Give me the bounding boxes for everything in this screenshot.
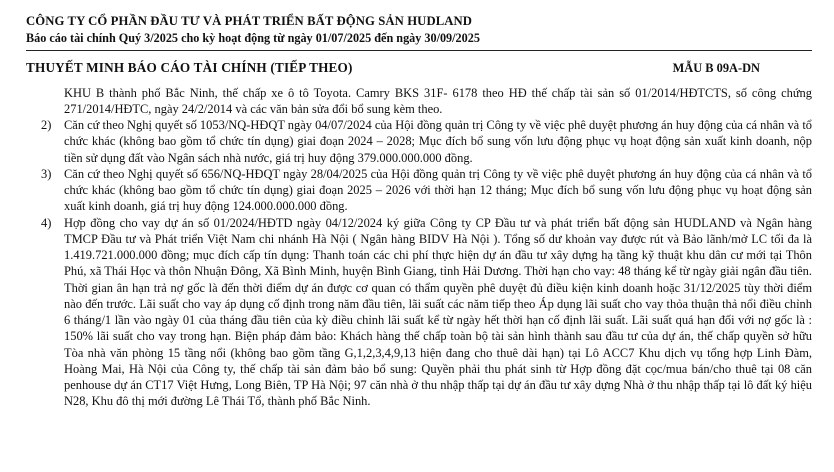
letterhead <box>26 14 812 51</box>
clause-item <box>41 215 812 410</box>
form-code-label: MẪU B 09A-DN <box>672 60 760 75</box>
lead-paragraph: KHU B thành phố Bắc Ninh, thế chấp xe ô tô Toyota. Camry BKS 31F- 6178 theo HĐ thế chấp tài sản số 01/2014/HĐTCTS, số công chứng 271/2014/HĐTC, ngày 24/2/2014 và các văn bản sửa đổi bổ sung kèm theo. <box>64 85 812 116</box>
report-period-subtitle: Báo cáo tài chính Quý 3/2025 cho kỳ hoạt động từ ngày 01/07/2025 đến ngày 30/09/2025 <box>26 30 480 45</box>
clause-text: Hợp đồng cho vay dự án số 01/2024/HĐTD ngày 04/12/2024 ký giữa Công ty CP Đầu tư và phát triển bất động sản HUDLAND và Ngân hàng TMCP Đầu tư và Phát triển Việt Nam chi nhánh Hà Nội ( Ngân hàng BIDV Hà Nội ). Tổng số dư khoản vay được rút và Bảo lãnh/mở LC tối đa là 1.419.721.000.000 đồng; mục đích cấp tín dụng: Thanh toán các chi phí thực hiện dự án đầu tư xây dựng hạ tầng kỹ thuật khu dân cư mới tại Thôn Phú, xã Thái Học và thôn Nhuận Đông, Xã Bình Minh, huyện Bình Giang, tỉnh Hải Dương. Thời hạn cho vay: 48 tháng kể từ ngày giải ngân đầu tiên. Thời gian ân hạn trả nợ gốc là đến thời điểm dự án được cơ quan có thẩm quyền phê duyệt đủ điều kiện kinh doanh hoặc 31/12/2025 tùy thời điểm nào đến trước. Lãi suất cho vay áp dụng cố định trong năm đầu tiên, lãi suất các năm tiếp theo Áp dụng lãi suất cho vay thỏa thuận thả nổi điều chỉnh 6 tháng/1 lần vào ngày 01 của tháng đầu tiên của kỳ điều chỉnh lãi suất kể từ ngày hết thời hạn cố định lãi suất. Lãi suất quá hạn đối với nợ gốc là : 150% lãi suất cho vay trong hạn. Biện pháp đảm bảo: Khách hàng thế chấp toàn bộ tài sản hình thành sau đầu tư của dự án, thế chấp quyền sở hữu Tòa nhà văn phòng 15 tầng nổi (không bao gồm tầng G,1,2,3,4,9,13 hiện đang cho thuê dài hạn) tại Lô ACC7 Khu dịch vụ tổng hợp Linh Đàm, Hoàng Mai, Hà Nội của Công ty, thế chấp tài sản đảm bảo bổ sung: Quyền phải thu phát sinh từ Hợp đồng đặt cọc/mua bán/cho thuê tại 08 căn penhouse dự án CT17 Việt Hưng, Long Biên, TP Hà Nội; 97 căn nhà ở thu nhập thấp tại dự án đầu tư xây dựng Nhà ở thu nhập thấp tại lô đất ký hiệu N28, Khu đô thị mới đường Lê Thái Tổ, thành phố Bắc Ninh. <box>64 215 812 409</box>
clause-item <box>41 117 812 166</box>
header-divider <box>26 50 812 51</box>
document-body <box>26 85 812 410</box>
clause-text: Căn cứ theo Nghị quyết số 1053/NQ-HĐQT ngày 04/07/2024 của Hội đồng quản trị Công ty về việc phê duyệt phương án huy động của cá nhân và tổ chức khác (không bao gồm tổ chức tín dụng) giai đoạn 2024 – 2028; Mục đích bổ sung vốn lưu động phục vụ hoạt động sản xuất kinh doanh, nộp tiền sử dụng đất vào Ngân sách nhà nước, giá trị huy động 379.000.000.000 đồng. <box>64 118 812 165</box>
clause-marker: 4) <box>41 215 52 230</box>
clause-item <box>41 166 812 215</box>
page-title: THUYẾT MINH BÁO CÁO TÀI CHÍNH (TIẾP THEO) <box>26 59 353 75</box>
clause-text: Căn cứ theo Nghị quyết số 656/NQ-HĐQT ngày 28/04/2025 của Hội đồng quản trị Công ty về việc phê duyệt phương án huy động của cá nhân và tổ chức khác (không bao gồm tổ chức tín dụng) giai đoạn 2025 – 2026 với thời hạn 12 tháng; Mục đích bổ sung vốn lưu động phục vụ hoạt động sản xuất kinh doanh, giá trị huy động 124.000.000.000 đồng. <box>64 166 812 214</box>
document-title-row <box>26 60 812 76</box>
clause-list <box>26 117 812 410</box>
clause-marker: 3) <box>41 166 52 181</box>
clause-marker: 2) <box>41 118 52 133</box>
company-name: CÔNG TY CỔ PHẦN ĐẦU TƯ VÀ PHÁT TRIỂN BẤT ĐỘNG SẢN HUDLAND <box>26 14 473 28</box>
